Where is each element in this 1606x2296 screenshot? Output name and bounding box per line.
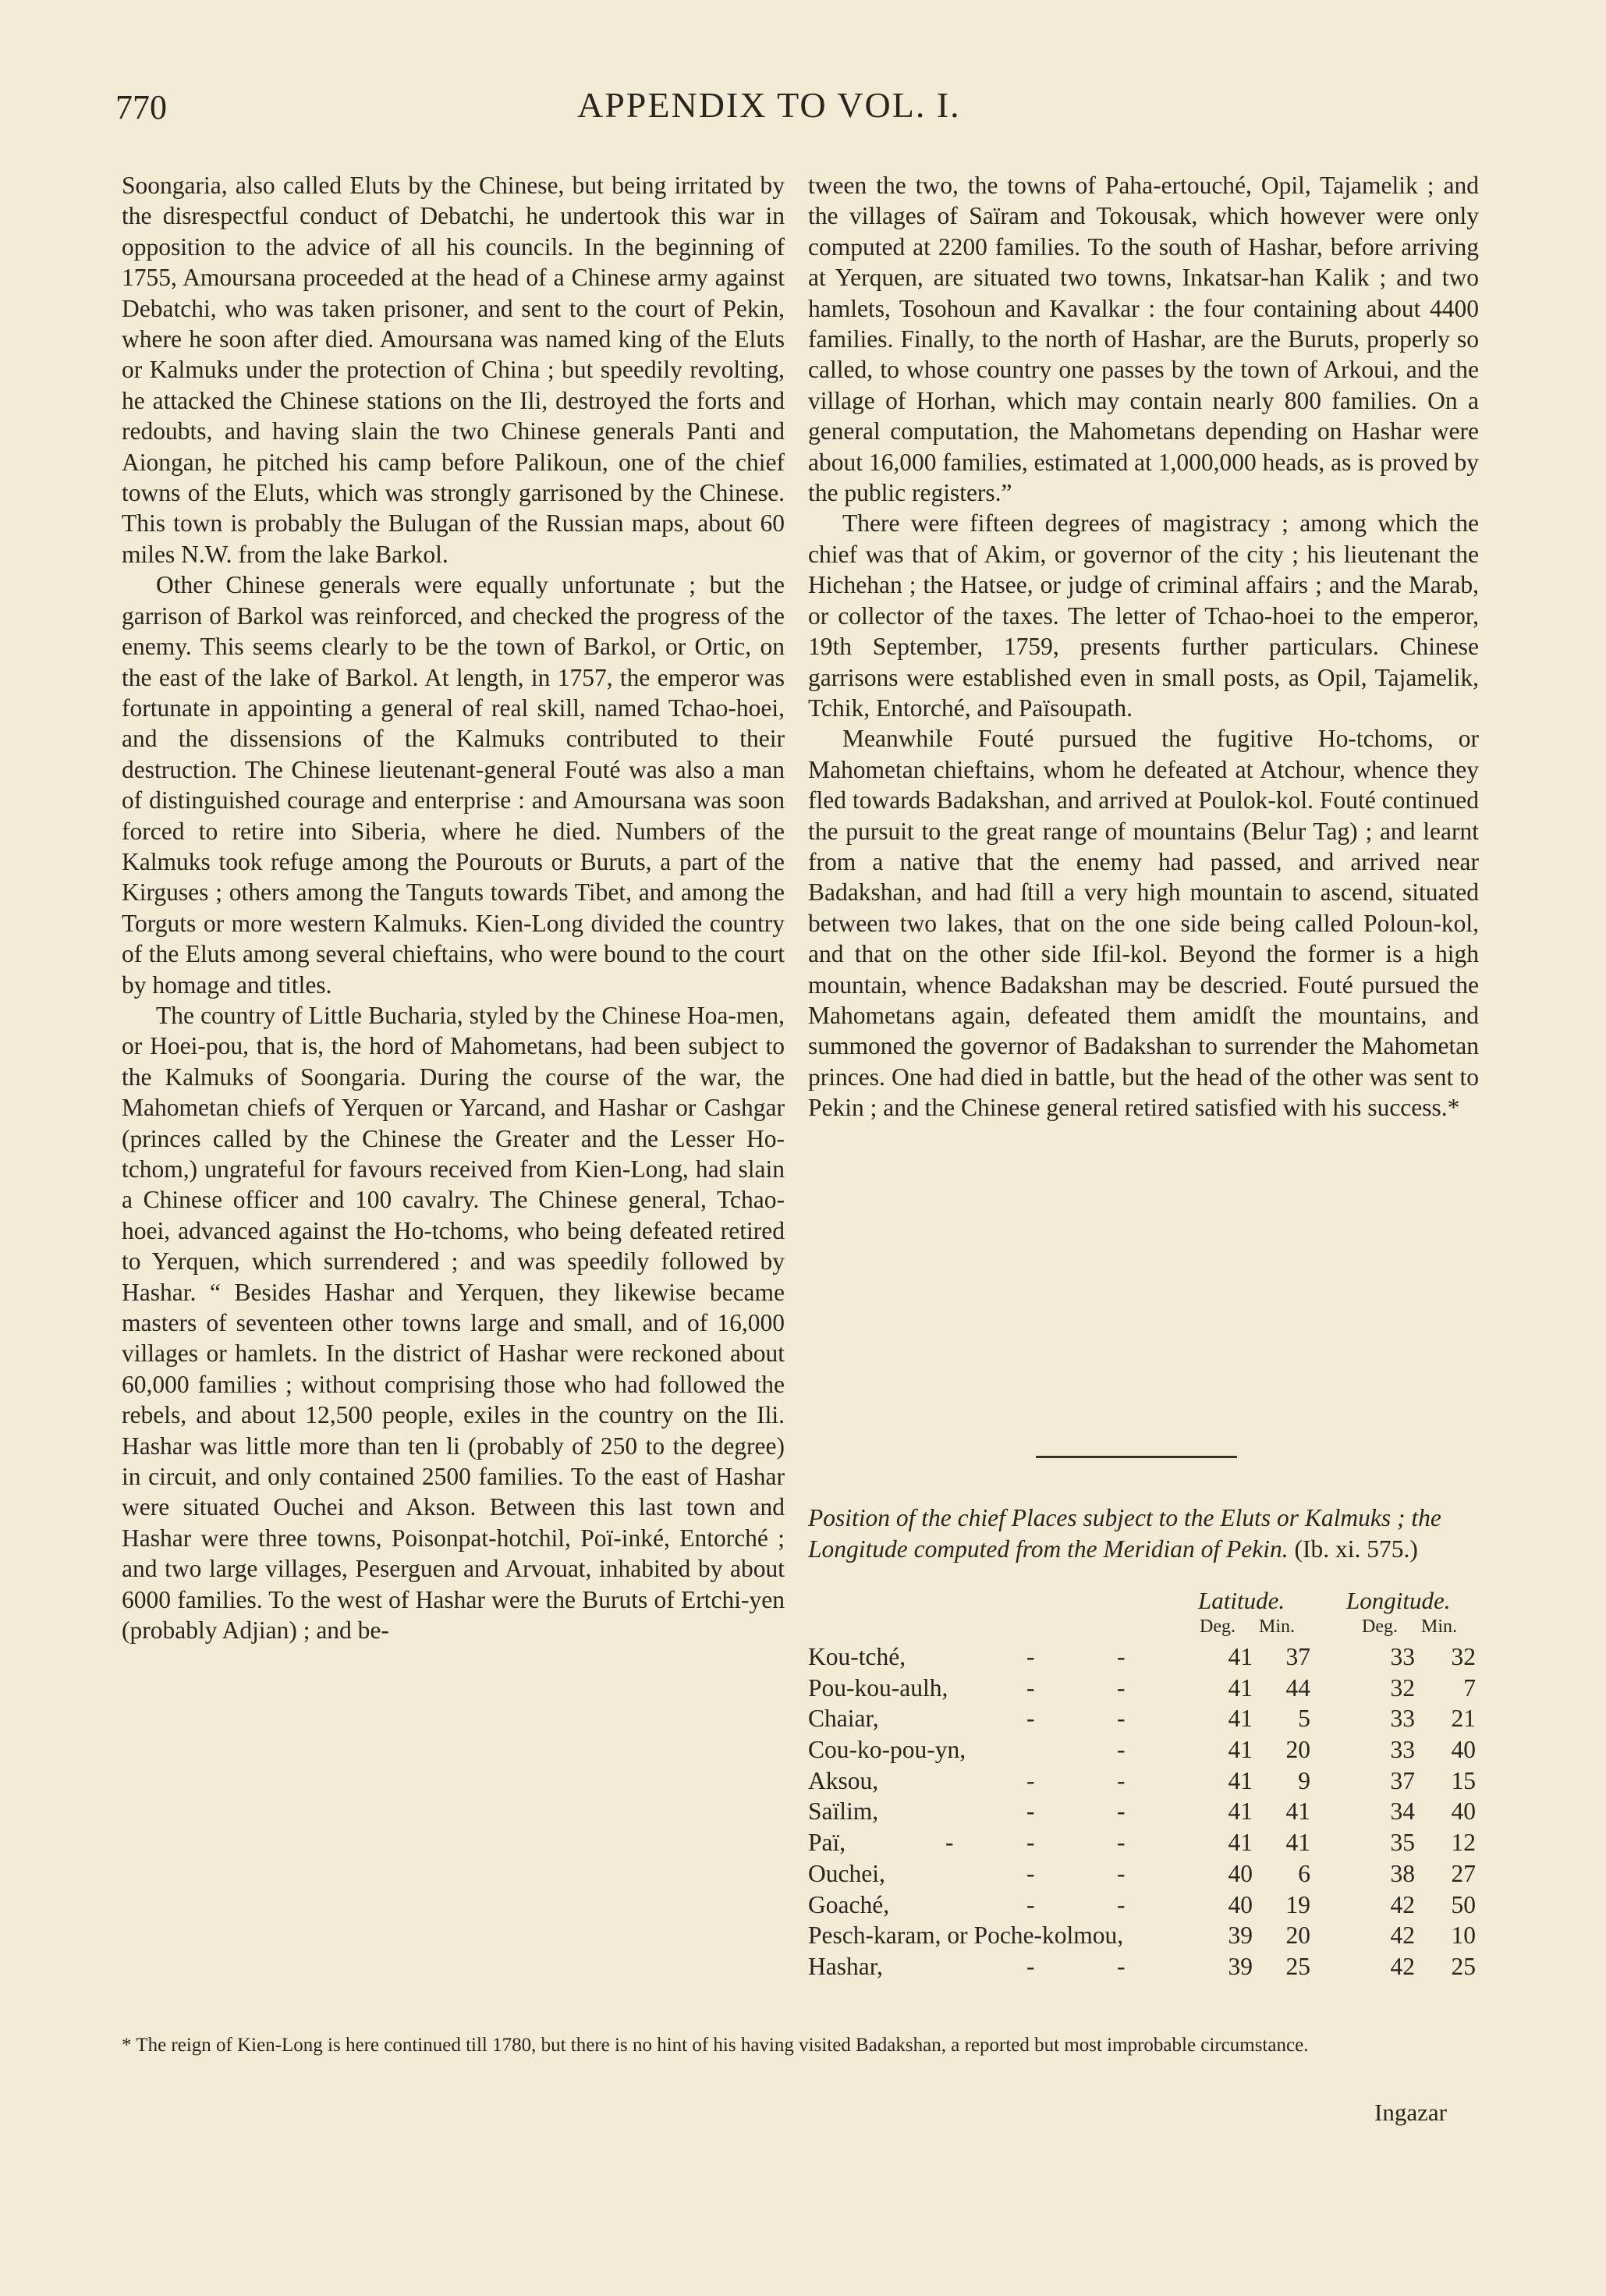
table-row: [808, 1643, 1487, 1674]
table-row: [808, 1767, 1487, 1798]
longitude-minutes: 15: [1451, 1766, 1476, 1794]
latitude-degrees: 40: [1228, 1890, 1253, 1918]
leader-dash: -: [1026, 1705, 1035, 1733]
table-row: [808, 1705, 1487, 1736]
longitude-minutes: 27: [1451, 1859, 1476, 1887]
place-name: Aksou,: [808, 1766, 879, 1794]
latitude-degrees: 39: [1228, 1922, 1253, 1950]
table-row: [808, 1674, 1487, 1705]
latitude-degrees: 40: [1228, 1859, 1253, 1887]
latitude-degrees: 41: [1228, 1797, 1253, 1826]
paragraph: tween the two, the towns of Paha-ertouché, Opil, Tajamelik ; and the villages of Saïram and Tokousak, which however were only computed at 2200 families. To the south of Hashar, before arriving at Yerquen, are situated two towns, Inkatsar-han Kalik ; and two hamlets, Tosohoun and Kavalkar : the four containing about 4400 families. Finally, to the north of Hashar, are the Buruts, properly so called, to whose country one passes by the town of Arkoui, and the village of Horhan, which may contain nearly 800 families. On a general computation, the Mahometans depending on Hashar were about 16,000 families, estimated at 1,000,000 heads, as is proved by the public registers.”: [808, 172, 1479, 507]
deg-subheader: Deg.: [1200, 1616, 1236, 1637]
leader-dash: -: [945, 1829, 954, 1857]
longitude-degrees: 32: [1390, 1673, 1415, 1702]
leader-dash: -: [1026, 1766, 1035, 1794]
leader-dash: -: [1117, 1673, 1126, 1702]
place-name: Pou-kou-aulh,: [808, 1673, 948, 1702]
longitude-degrees: 34: [1390, 1797, 1415, 1826]
longitude-minutes: 21: [1451, 1705, 1476, 1733]
longitude-degrees: 33: [1390, 1736, 1415, 1764]
latitude-minutes: 25: [1285, 1952, 1310, 1980]
latitude-degrees: 41: [1228, 1829, 1253, 1857]
latitude-degrees: 41: [1228, 1643, 1253, 1670]
latitude-degrees: 39: [1228, 1952, 1253, 1980]
place-name: Ouchei,: [808, 1859, 885, 1887]
table-header: [808, 1587, 1487, 1643]
latitude-minutes: 44: [1285, 1673, 1310, 1702]
longitude-degrees: 42: [1390, 1922, 1415, 1950]
leader-dash: -: [1117, 1829, 1126, 1857]
latitude-header: Latitude.: [1198, 1587, 1285, 1614]
leader-dash: -: [1117, 1890, 1126, 1918]
right-column: [808, 170, 1479, 1123]
deg-subheader: Deg.: [1362, 1616, 1398, 1637]
longitude-degrees: 37: [1390, 1766, 1415, 1794]
leader-dash: -: [1026, 1829, 1035, 1857]
place-name: Hashar,: [808, 1952, 883, 1980]
latitude-degrees: 41: [1228, 1705, 1253, 1733]
table-row: [808, 1891, 1487, 1922]
latitude-minutes: 41: [1285, 1829, 1310, 1857]
table-row: [808, 1922, 1487, 1953]
leader-dash: -: [1026, 1643, 1035, 1670]
table-row: [808, 1860, 1487, 1891]
longitude-header: Longitude.: [1346, 1587, 1451, 1614]
place-name: Goaché,: [808, 1890, 890, 1918]
latitude-degrees: 41: [1228, 1736, 1253, 1764]
paragraph: Other Chinese generals were equally unfortunate ; but the garrison of Barkol was reinforced, and checked the progress of the enemy. This seems clearly to be the town of Barkol, or Ortic, on the east of the lake of Barkol. At length, in 1757, the emperor was fortunate in appointing a general of real skill, named Tchao-hoei, and the dissensions of the Kalmuks contributed to their destruction. The Chinese lieutenant-general Fouté was also a man of distinguished courage and enterprise : and Amoursana was soon forced to retire into Siberia, where he died. Numbers of the Kalmuks took refuge among the Pourouts or Buruts, a part of the Kirguses ; others among the Tanguts towards Tibet, and among the Torguts or more western Kalmuks. Kien-Long divided the country of the Eluts among several chieftains, who were bound to the court by homage and titles.: [122, 571, 785, 999]
place-name: Saïlim,: [808, 1797, 879, 1826]
page-number: 770: [115, 88, 167, 126]
leader-dash: -: [1026, 1952, 1035, 1980]
place-name: Cou-ko-pou-yn,: [808, 1736, 966, 1764]
paragraph: There were fifteen degrees of magistracy ; among which the chief was that of Akim, or governor of the city ; his lieutenant the Hichehan ; the Hatsee, or judge of criminal affairs ; and the Marab, or collector of the taxes. The letter of Tchao-hoei to the emperor, 19th September, 1759, presents further particulars. Chinese garrisons were established even in small posts, as Opil, Tajamelik, Tchik, Entorché, and Païsoupath.: [808, 509, 1479, 722]
leader-dash: -: [1026, 1890, 1035, 1918]
table-title: [808, 1503, 1479, 1565]
leader-dash: -: [1117, 1766, 1126, 1794]
paragraph: The country of Little Bucharia, styled by the Chinese Hoa-men, or Hoei-pou, that is, the hord of Mahometans, had been subject to the Kalmuks of Soongaria. During the course of the war, the Mahometan chiefs of Yerquen or Yarcand, and Hashar or Cashgar (princes called by the Chinese the Greater and the Lesser Ho-tchom,) ungrateful for favours received from Kien-Long, had slain a Chinese officer and 100 cavalry. The Chinese general, Tchao-hoei, advanced against the Ho-tchoms, who being defeated retired to Yerquen, which surrendered ; and was speedily followed by Hashar. “ Besides Hashar and Yerquen, they likewise became masters of seventeen other towns large and small, and of 16,000 villages or hamlets. In the district of Hashar were reckoned about 60,000 families ; without comprising those who had followed the rebels, and about 12,500 people, exiles in the country on the Ili. Hashar was little more than ten li (probably of 250 to the degree) in circuit, and only contained 2500 families. To the east of Hashar were situated Ouchei and Akson. Between this last town and Hashar were three towns, Poisonpat-hotchil, Poï-inké, Entorché ; and two large villages, Peserguen and Arvouat, inhabited by about 6000 families. To the west of Hashar were the Buruts of Ertchi-yen (probably Adjian) ; and be-: [122, 1001, 785, 1645]
longitude-minutes: 40: [1451, 1736, 1476, 1764]
catchword: Ingazar: [1374, 2099, 1447, 2126]
longitude-minutes: 32: [1451, 1643, 1476, 1670]
latitude-degrees: 41: [1228, 1766, 1253, 1794]
place-name: Pesch-karam, or Poche-kolmou,: [808, 1922, 1124, 1950]
table-title-text: Position of the chief Places subject to the Eluts or Kalmuks ; the Longitude computed from the Meridian of Pekin.: [808, 1504, 1441, 1563]
table-row: [808, 1829, 1487, 1860]
latitude-minutes: 20: [1285, 1922, 1310, 1950]
longitude-degrees: 42: [1390, 1952, 1415, 1980]
min-subheader: Min.: [1259, 1616, 1296, 1637]
leader-dash: -: [1117, 1736, 1126, 1764]
latitude-minutes: 6: [1298, 1859, 1310, 1887]
paragraph: Meanwhile Fouté pursued the fugitive Ho-tchoms, or Mahometan chieftains, whom he defeated at Atchour, whence they fled towards Badakshan, and arrived at Poulok-kol. Fouté continued the pursuit to the great range of mountains (Belur Tag) ; and learnt from a native that the enemy had passed, and arrived near Badakshan, and had ſtill a very high mountain to ascend, situated between two lakes, that on the one side being called Poloun-kol, and that on the other side Ifil-kol. Beyond the former is a high mountain, whence Badakshan may be descried. Fouté pursued the Mahometans again, defeated them amidſt the mountains, and summoned the governor of Badakshan to surrender the Mahometan princes. One had died in battle, but the head of the other was sent to Pekin ; and the Chinese general retired satisfied with his success.*: [808, 725, 1479, 1122]
leader-dash: -: [1117, 1797, 1126, 1826]
table-row: [808, 1797, 1487, 1829]
longitude-minutes: 50: [1451, 1890, 1476, 1918]
latitude-minutes: 37: [1285, 1643, 1310, 1670]
leader-dash: -: [1117, 1952, 1126, 1980]
latitude-minutes: 9: [1298, 1766, 1310, 1794]
running-head: APPENDIX TO VOL. I.: [577, 85, 961, 125]
section-rule: [1036, 1456, 1237, 1458]
place-name: Paï,: [808, 1829, 846, 1857]
longitude-minutes: 12: [1451, 1829, 1476, 1857]
latitude-degrees: 41: [1228, 1673, 1253, 1702]
longitude-minutes: 25: [1451, 1952, 1476, 1980]
leader-dash: -: [1117, 1643, 1126, 1670]
longitude-degrees: 33: [1390, 1643, 1415, 1670]
leader-dash: -: [1026, 1797, 1035, 1826]
table-row: [808, 1953, 1487, 1984]
longitude-minutes: 10: [1451, 1922, 1476, 1950]
table-row: [808, 1736, 1487, 1767]
paragraph: Soongaria, also called Eluts by the Chinese, but being irritated by the disrespectful conduct of Debatchi, he undertook this war in opposition to the advice of all his councils. In the beginning of 1755, Amoursana proceeded at the head of a Chinese army against Debatchi, who was taken prisoner, and sent to the court of Pekin, where he soon after died. Amoursana was named king of the Eluts or Kalmuks under the protection of China ; but speedily revolting, he attacked the Chinese stations on the Ili, destroyed the forts and redoubts, and having slain the two Chinese generals Panti and Aiongan, he pitched his camp before Palikoun, one of the chief towns of the Eluts, which was strongly garrisoned by the Chinese. This town is probably the Bulugan of the Russian maps, about 60 miles N.W. from the lake Barkol.: [122, 172, 785, 568]
longitude-degrees: 42: [1390, 1890, 1415, 1918]
leader-dash: -: [1026, 1673, 1035, 1702]
longitude-degrees: 38: [1390, 1859, 1415, 1887]
longitude-degrees: 33: [1390, 1705, 1415, 1733]
footnote: * The reign of Kien-Long is here continued till 1780, but there is no hint of his having visited Badakshan, a reported but most improbable circumstance.: [122, 2035, 1309, 2056]
leader-dash: -: [1117, 1859, 1126, 1887]
longitude-minutes: 7: [1463, 1673, 1476, 1702]
longitude-minutes: 40: [1451, 1797, 1476, 1826]
positions-table: [808, 1587, 1487, 1984]
leader-dash: -: [1117, 1705, 1126, 1733]
leader-dash: -: [1026, 1859, 1035, 1887]
latitude-minutes: 41: [1285, 1797, 1310, 1826]
latitude-minutes: 5: [1298, 1705, 1310, 1733]
left-column: [122, 170, 785, 1646]
min-subheader: Min.: [1421, 1616, 1458, 1637]
longitude-degrees: 35: [1390, 1829, 1415, 1857]
place-name: Kou-tché,: [808, 1643, 906, 1670]
latitude-minutes: 20: [1285, 1736, 1310, 1764]
place-name: Chaiar,: [808, 1705, 879, 1733]
latitude-minutes: 19: [1285, 1890, 1310, 1918]
table-title-ref: (Ib. xi. 575.): [1294, 1535, 1418, 1563]
